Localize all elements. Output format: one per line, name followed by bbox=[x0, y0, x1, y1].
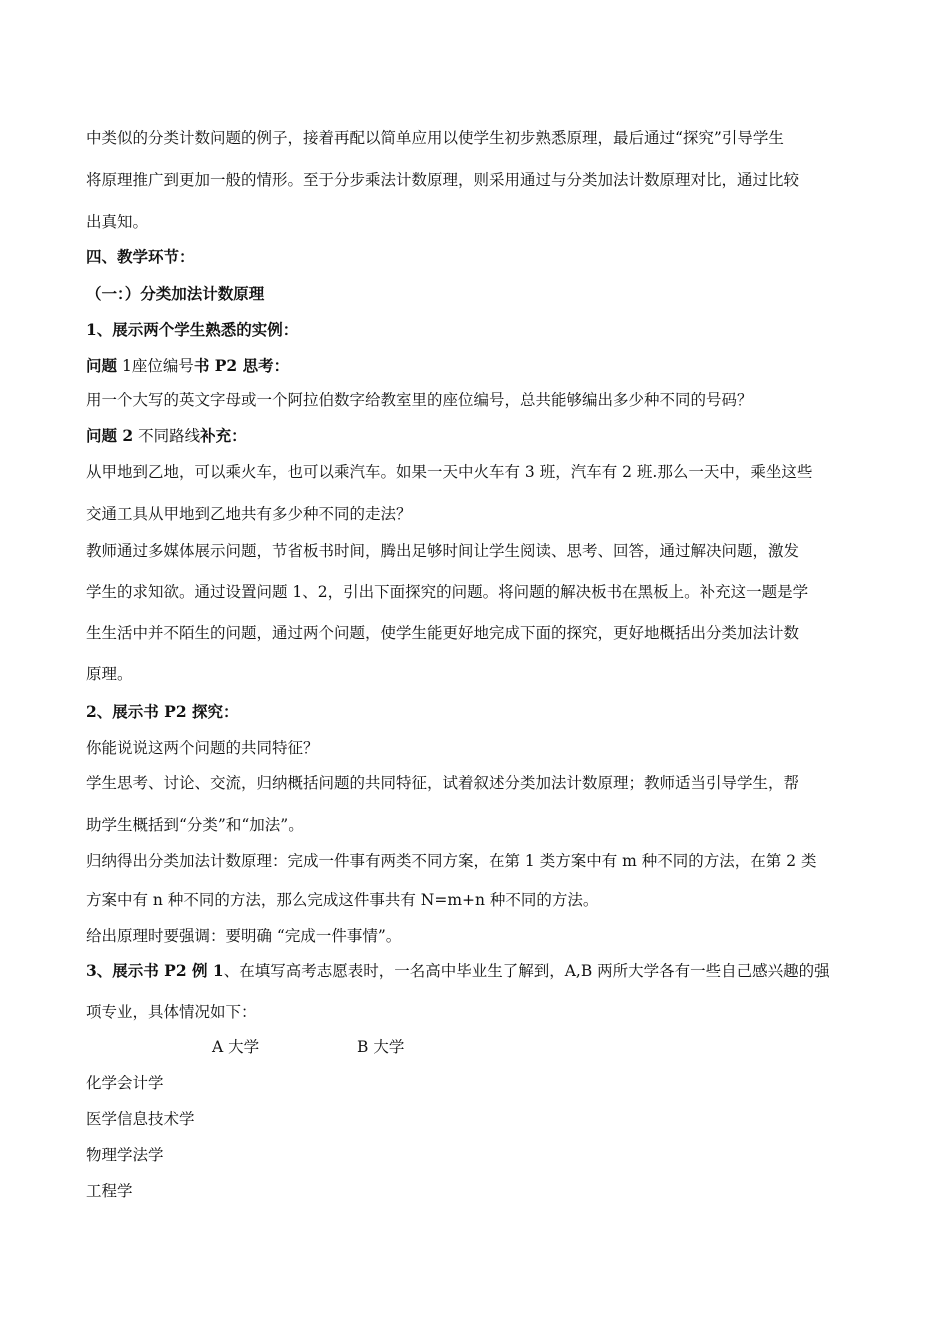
table-row: 化学会计学 bbox=[86, 1074, 164, 1092]
question1-topic: 座位编号 bbox=[131, 357, 194, 375]
principle-line-1: 归纳得出分类加法计数原理：完成一件事有两类不同方案，在第 1 类方案中有 m 种不同的方法，在第 2 类 bbox=[86, 852, 817, 870]
item3-heading: 3、展示书 P2 例 1 bbox=[86, 961, 224, 980]
principle-line-2: 方案中有 n 种不同的方法，那么完成这件事共有 N=m+n 种不同的方法。 bbox=[86, 891, 599, 909]
item3-second-line: 项专业，具体情况如下： bbox=[86, 1003, 257, 1021]
item2-question: 你能说说这两个问题的共同特征？ bbox=[86, 739, 319, 757]
question2-line-1: 从甲地到乙地，可以乘火车，也可以乘汽车。如果一天中火车有 3 班，汽车有 2 班.那么一天中，乘坐这些 bbox=[86, 463, 813, 481]
intro-line-3: 出真知。 bbox=[86, 213, 149, 231]
item3-first-line bbox=[86, 961, 830, 981]
teacher-line-4: 原理。 bbox=[86, 665, 133, 683]
teacher-line-3: 生生活中并不陌生的问题，通过两个问题，使学生能更好地完成下面的探究，更好地概括出分类加法计数 bbox=[86, 624, 800, 642]
question2-heading bbox=[86, 426, 247, 446]
question2-source: 补充： bbox=[200, 426, 247, 445]
intro-line-2: 将原理推广到更加一般的情形。至于分步乘法计数原理，则采用通过与分类加法计数原理对比，通过比较 bbox=[86, 171, 800, 189]
question1-number: 1 bbox=[121, 357, 132, 375]
section-heading: 四、教学环节： bbox=[86, 247, 195, 266]
question1-text: 用一个大写的英文字母或一个阿拉伯数字给教室里的座位编号，总共能够编出多少种不同的号码？ bbox=[86, 391, 753, 409]
teacher-line-2: 学生的求知欲。通过设置问题 1、2，引出下面探究的问题。将问题的解决板书在黑板上。补充这一题是学 bbox=[86, 583, 809, 601]
table-row: 物理学法学 bbox=[86, 1146, 164, 1164]
teacher-line-1: 教师通过多媒体展示问题，节省板书时间，腾出足够时间让学生阅读、思考、回答，通过解决问题，激发 bbox=[86, 542, 800, 560]
item2-heading: 2、展示书 P2 探究： bbox=[86, 702, 239, 721]
table-row: 工程学 bbox=[86, 1182, 133, 1200]
emphasis-text: 给出原理时要强调：要明确 “完成一件事情”。 bbox=[86, 927, 402, 945]
question2-topic: 不同路线 bbox=[133, 427, 201, 445]
table-header-b: B 大学 bbox=[357, 1038, 405, 1056]
question2-line-2: 交通工具从甲地到乙地共有多少种不同的走法？ bbox=[86, 505, 412, 523]
subsection-heading: （一：）分类加法计数原理 bbox=[86, 284, 265, 303]
question1-heading bbox=[86, 356, 289, 376]
item2-line-1: 学生思考、讨论、交流，归纳概括问题的共同特征，试着叙述分类加法计数原理；教师适当引导学生，帮 bbox=[86, 774, 800, 792]
item1-heading: 1、展示两个学生熟悉的实例： bbox=[86, 320, 299, 339]
item3-text: 、在填写高考志愿表时，一名高中毕业生了解到，A,B 两所大学各有一些自己感兴趣的强 bbox=[223, 962, 830, 980]
question2-label: 问题 2 bbox=[86, 426, 134, 445]
item2-line-2: 助学生概括到“分类”和“加法”。 bbox=[86, 816, 304, 834]
intro-line-1: 中类似的分类计数问题的例子，接着再配以简单应用以使学生初步熟悉原理，最后通过“探究”引导学生 bbox=[86, 129, 784, 147]
question1-label: 问题 bbox=[86, 356, 118, 375]
question1-source: 书 P2 思考： bbox=[193, 356, 290, 375]
table-header-a: A 大学 bbox=[212, 1038, 260, 1056]
table-row: 医学信息技术学 bbox=[86, 1110, 195, 1128]
